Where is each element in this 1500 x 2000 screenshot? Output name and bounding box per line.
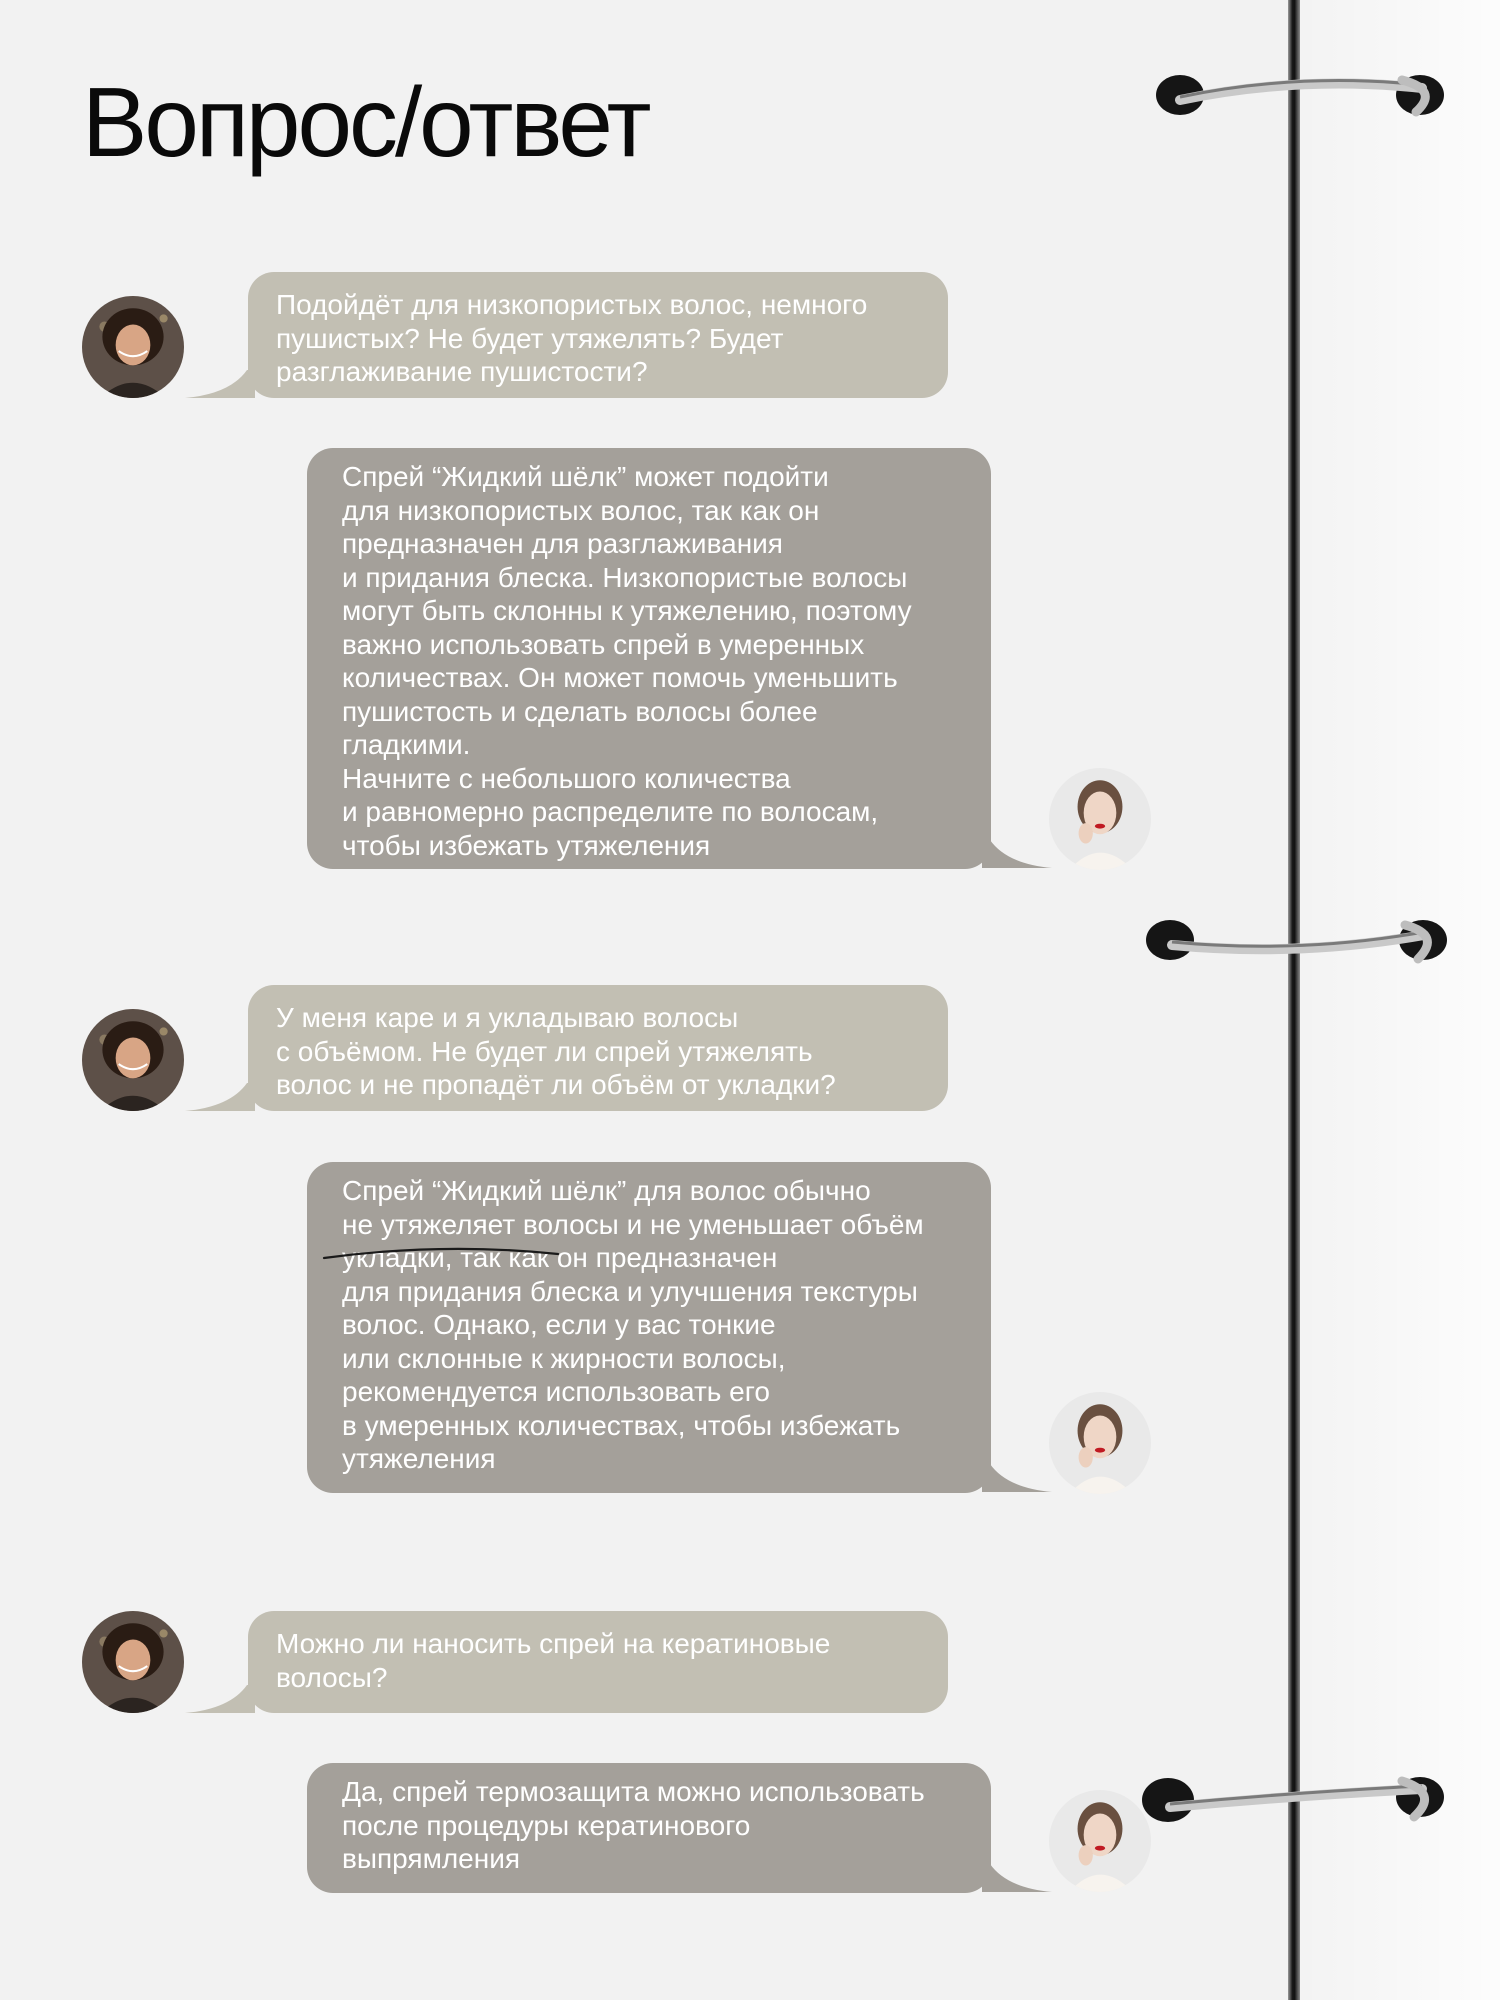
handwritten-underline <box>322 1240 562 1268</box>
page-edge-shading <box>1280 0 1500 2000</box>
binder-ring-icon <box>1140 50 1460 140</box>
expert-avatar-icon <box>1049 1392 1151 1494</box>
question-bubble-tail <box>185 370 255 400</box>
answer-bubble: Да, спрей термозащита можно использовать после процедуры кератинового выпрямления <box>307 1763 991 1893</box>
customer-avatar-icon <box>82 1611 184 1713</box>
expert-avatar-icon <box>1049 768 1151 870</box>
answer-bubble: Спрей “Жидкий шёлк” может подойти для низкопористых волос, так как он предназначен для разглаживания и придания блеска. Низкопористые волосы могут быть склонны к утяжелению, поэтому важно использовать спрей в умеренных количествах. Он может помочь уменьшить пушистость и сделать волосы более гладкими. Начните с небольшого количества и равномерно распределите по волосам, чтобы избежать утяжеления <box>307 448 991 869</box>
answer-bubble-tail <box>982 840 1052 870</box>
question-bubble: Можно ли наносить спрей на кератиновые волосы? <box>248 1611 948 1713</box>
binder-ring-icon <box>1130 1755 1450 1845</box>
question-bubble-tail <box>185 1685 255 1715</box>
page-title: Вопрос/ответ <box>82 67 649 177</box>
notebook-spine <box>1288 0 1300 2000</box>
binder-ring-icon <box>1140 895 1460 985</box>
answer-bubble-tail <box>982 1864 1052 1894</box>
expert-avatar-icon <box>1049 1790 1151 1892</box>
customer-avatar-icon <box>82 296 184 398</box>
question-bubble-tail <box>185 1083 255 1113</box>
question-bubble: У меня каре и я укладываю волосы с объёмом. Не будет ли спрей утяжелять волос и не пропадёт ли объём от укладки? <box>248 985 948 1111</box>
customer-avatar-icon <box>82 1009 184 1111</box>
answer-bubble-tail <box>982 1464 1052 1494</box>
question-bubble: Подойдёт для низкопористых волос, немного пушистых? Не будет утяжелять? Будет разглаживание пушистости? <box>248 272 948 398</box>
answer-bubble: Спрей “Жидкий шёлк” для волос обычно не утяжеляет волосы и не уменьшает объём укладки, так как он предназначен для придания блеска и улучшения текстуры волос. Однако, если у вас тонкие или склонные к жирности волосы, рекомендуется использовать его в умеренных количествах, чтобы избежать утяжеления <box>307 1162 991 1493</box>
